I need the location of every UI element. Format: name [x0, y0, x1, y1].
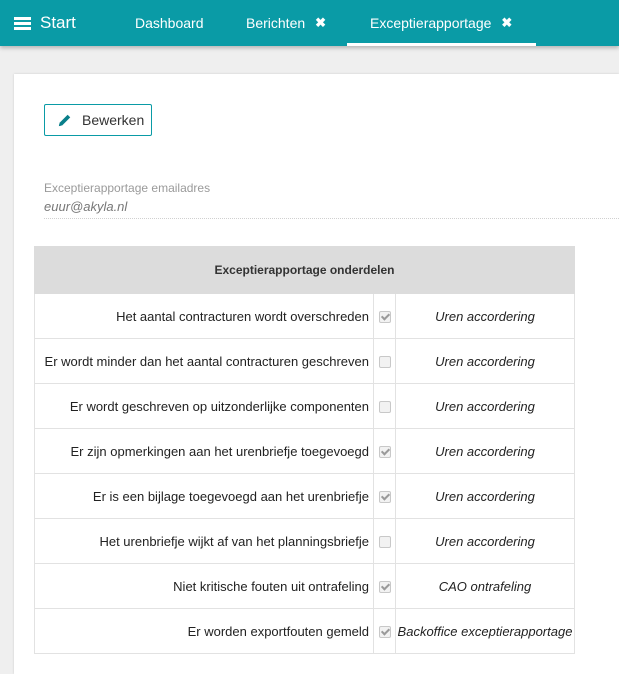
table-row [35, 294, 575, 339]
checked-checkbox[interactable] [379, 581, 391, 593]
table-row [35, 339, 575, 384]
unchecked-checkbox[interactable] [379, 401, 391, 413]
row-checkbox-cell [374, 339, 396, 384]
row-checkbox-cell [374, 429, 396, 474]
checked-checkbox[interactable] [379, 626, 391, 638]
checked-checkbox[interactable] [379, 311, 391, 323]
hamburger-menu-icon [14, 17, 31, 30]
row-description: Het aantal contracturen wordt overschreden [35, 294, 374, 339]
checked-checkbox[interactable] [379, 491, 391, 503]
table-header: Exceptierapportage onderdelen [35, 247, 575, 294]
row-description: Er wordt minder dan het aantal contracturen geschreven [35, 339, 374, 384]
start-menu-button[interactable] [14, 0, 76, 46]
row-category: Backoffice exceptierapportage [396, 609, 575, 654]
row-description: Het urenbriefje wijkt af van het planningsbriefje [35, 519, 374, 564]
checked-checkbox[interactable] [379, 446, 391, 458]
table-row [35, 519, 575, 564]
row-category: Uren accordering [396, 294, 575, 339]
table-row [35, 564, 575, 609]
row-category: Uren accordering [396, 429, 575, 474]
close-tab-berichten-icon[interactable]: ✖ [315, 15, 327, 30]
row-description: Niet kritische fouten uit ontrafeling [35, 564, 374, 609]
row-category: Uren accordering [396, 519, 575, 564]
row-category: Uren accordering [396, 339, 575, 384]
edit-button-label: Bewerken [82, 112, 145, 128]
tab-dashboard[interactable] [135, 0, 204, 46]
unchecked-checkbox[interactable] [379, 536, 391, 548]
row-description: Er is een bijlage toegevoegd aan het urenbriefje [35, 474, 374, 519]
row-checkbox-cell [374, 384, 396, 429]
close-tab-exceptierapportage-icon[interactable]: ✖ [501, 15, 513, 30]
row-description: Er zijn opmerkingen aan het urenbriefje toegevoegd [35, 429, 374, 474]
tab-berichten[interactable] [246, 0, 326, 46]
row-category: CAO ontrafeling [396, 564, 575, 609]
row-checkbox-cell [374, 564, 396, 609]
table-body [35, 294, 575, 654]
row-description: Er wordt geschreven op uitzonderlijke componenten [35, 384, 374, 429]
table-row [35, 429, 575, 474]
tab-dashboard-label: Dashboard [135, 15, 204, 31]
email-field-value: euur@akyla.nl [44, 199, 619, 219]
row-checkbox-cell [374, 519, 396, 564]
email-field-label: Exceptierapportage emailadres [44, 181, 211, 195]
row-checkbox-cell [374, 609, 396, 654]
row-checkbox-cell [374, 294, 396, 339]
tab-exceptierapportage[interactable] [370, 0, 512, 46]
content-panel [14, 74, 619, 674]
table-row [35, 609, 575, 654]
brand-label: Start [40, 13, 76, 32]
row-description: Er worden exportfouten gemeld [35, 609, 374, 654]
tab-exceptierapportage-label: Exceptierapportage [370, 15, 492, 31]
table-row [35, 384, 575, 429]
top-navigation-bar [0, 0, 619, 46]
row-category: Uren accordering [396, 474, 575, 519]
table-header-row [35, 247, 575, 294]
pencil-icon [58, 113, 72, 127]
exceptie-parts-table [34, 246, 575, 654]
tab-berichten-label: Berichten [246, 15, 306, 31]
row-checkbox-cell [374, 474, 396, 519]
unchecked-checkbox[interactable] [379, 356, 391, 368]
table-row [35, 474, 575, 519]
edit-button[interactable] [44, 104, 152, 136]
row-category: Uren accordering [396, 384, 575, 429]
